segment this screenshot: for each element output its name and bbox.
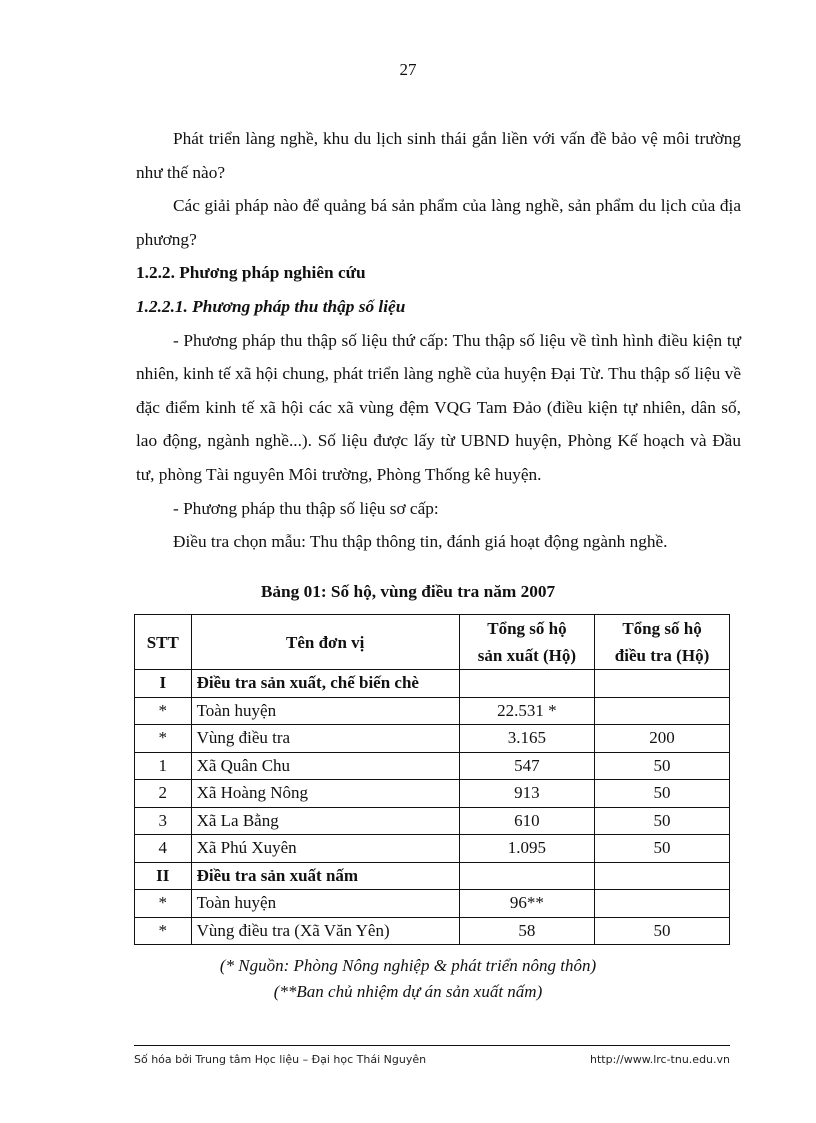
cell-stt: 3 (135, 807, 192, 835)
header-name: Tên đơn vị (191, 615, 459, 670)
survey-table (134, 614, 730, 945)
table-section-row (135, 862, 730, 890)
page-number: 27 (399, 60, 417, 79)
cell-stt: * (135, 697, 192, 725)
header-production (459, 615, 594, 670)
table-section-row (135, 670, 730, 698)
section-heading: 1.2.2. Phương pháp nghiên cứu (136, 263, 366, 283)
cell-stt: * (135, 917, 192, 945)
cell-production: 913 (459, 780, 594, 808)
cell-name: Xã Hoàng Nông (191, 780, 459, 808)
table-row (135, 890, 730, 918)
cell-name: Điều tra sản xuất, chế biến chè (191, 670, 459, 698)
table-row (135, 835, 730, 863)
header-production-line1: Tổng số hộ (487, 619, 567, 638)
subsection-heading: 1.2.2.1. Phương pháp thu thập số liệu (136, 296, 406, 316)
cell-stt: 4 (135, 835, 192, 863)
header-production-line2: sản xuất (Hộ) (477, 646, 577, 665)
cell-name: Xã Quân Chu (191, 752, 459, 780)
cell-name: Toàn huyện (191, 890, 459, 918)
body-text (136, 122, 741, 559)
cell-name: Điều tra sản xuất nấm (191, 862, 459, 890)
cell-stt: * (135, 890, 192, 918)
cell-production: 547 (459, 752, 594, 780)
cell-name: Vùng điều tra (191, 725, 459, 753)
table-header-row (135, 615, 730, 670)
cell-surveyed: 50 (595, 917, 730, 945)
cell-production: 58 (459, 917, 594, 945)
cell-production (459, 670, 594, 698)
cell-stt: I (135, 670, 192, 698)
paragraph: Điều tra chọn mẫu: Thu thập thông tin, đánh giá hoạt động ngành nghề. (173, 532, 668, 552)
table-source-note: (* Nguồn: Phòng Nông nghiệp & phát triển nông thôn) (219, 956, 597, 975)
cell-production: 1.095 (459, 835, 594, 863)
table-source-note: (**Ban chủ nhiệm dự án sản xuất nấm) (273, 982, 543, 1001)
paragraph: Phát triển làng nghề, khu du lịch sinh thái gắn liền với vấn đề bảo vệ môi trường như thế nào? (136, 129, 741, 182)
cell-surveyed: 50 (595, 807, 730, 835)
table-caption: Bảng 01: Số hộ, vùng điều tra năm 2007 (260, 582, 556, 601)
cell-surveyed: 200 (595, 725, 730, 753)
cell-stt: * (135, 725, 192, 753)
cell-name: Toàn huyện (191, 697, 459, 725)
table-row (135, 725, 730, 753)
table-row (135, 917, 730, 945)
header-surveyed-line1: Tổng số hộ (622, 619, 702, 638)
paragraph: Các giải pháp nào để quảng bá sản phẩm của làng nghề, sản phẩm du lịch của địa phương? (136, 196, 741, 249)
footer-divider (134, 1045, 730, 1046)
cell-name: Xã La Bằng (191, 807, 459, 835)
paragraph: - Phương pháp thu thập số liệu sơ cấp: (173, 498, 439, 518)
cell-surveyed: 50 (595, 780, 730, 808)
table-row (135, 780, 730, 808)
cell-production (459, 862, 594, 890)
cell-surveyed (595, 697, 730, 725)
table-row (135, 807, 730, 835)
table-row (135, 697, 730, 725)
cell-production: 96** (459, 890, 594, 918)
cell-production: 22.531 * (459, 697, 594, 725)
cell-stt: II (135, 862, 192, 890)
cell-surveyed (595, 670, 730, 698)
cell-surveyed: 50 (595, 835, 730, 863)
header-stt: STT (135, 615, 192, 670)
footer-url: http://www.lrc-tnu.edu.vn (590, 1053, 730, 1066)
header-surveyed (595, 615, 730, 670)
cell-name: Vùng điều tra (Xã Văn Yên) (191, 917, 459, 945)
cell-stt: 2 (135, 780, 192, 808)
cell-stt: 1 (135, 752, 192, 780)
header-surveyed-line2: điều tra (Hộ) (614, 646, 710, 665)
cell-surveyed (595, 862, 730, 890)
cell-production: 3.165 (459, 725, 594, 753)
table-row (135, 752, 730, 780)
cell-name: Xã Phú Xuyên (191, 835, 459, 863)
paragraph: - Phương pháp thu thập số liệu thứ cấp: Thu thập số liệu về tình hình điều kiện tự nhiên, kinh tế xã hội chung, phát triển làng nghề của huyện Đại Từ. Thu thập số liệu về đặc điểm kinh tế xã hội các xã vùng đệm VQG Tam Đảo (điều kiện tự nhiên, dân số, lao động, ngành nghề...). Số liệu được lấy từ UBND huyện, Phòng Kế hoạch và Đầu tư, phòng Tài nguyên Môi trường, Phòng Thống kê huyện. (136, 330, 741, 484)
cell-production: 610 (459, 807, 594, 835)
footer-credit: Số hóa bởi Trung tâm Học liệu – Đại học Thái Nguyên (134, 1053, 427, 1066)
cell-surveyed (595, 890, 730, 918)
cell-surveyed: 50 (595, 752, 730, 780)
